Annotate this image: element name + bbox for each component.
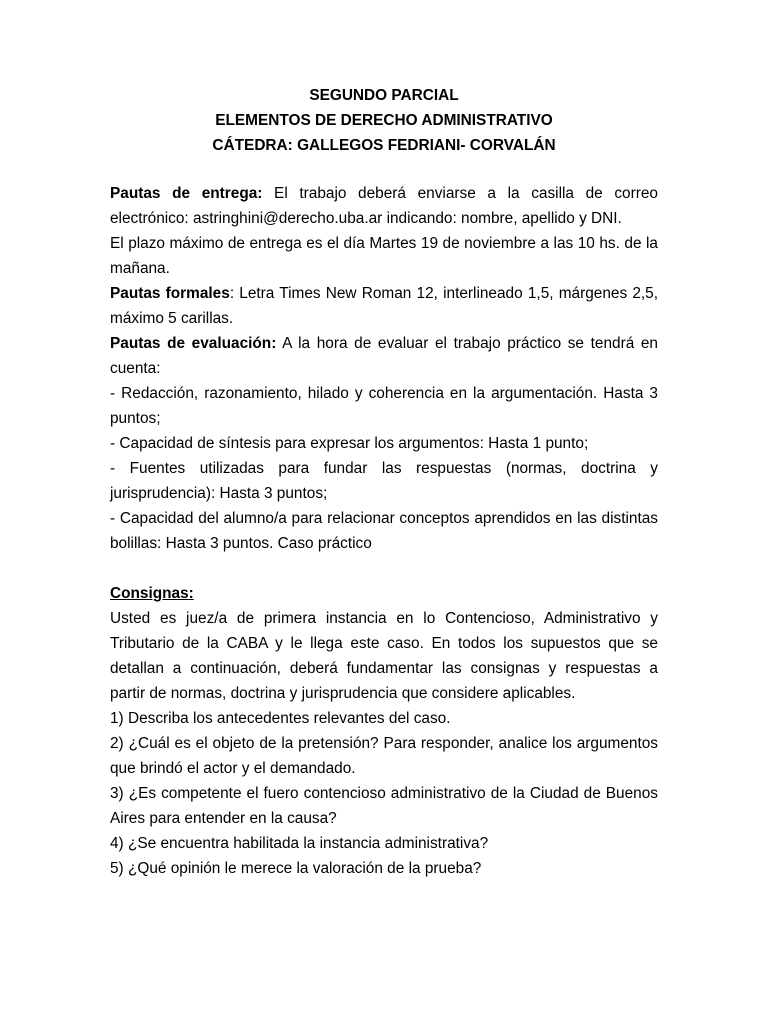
criteria-line: puntos; bbox=[110, 410, 161, 427]
entrega-line-3: El plazo máximo de entrega es el día Martes 19 de noviembre a las 10 hs. de la bbox=[110, 235, 658, 252]
question-2-cont: que brindó el actor y el demandado. bbox=[110, 760, 356, 777]
document-header bbox=[0, 83, 768, 158]
criteria-line: - Fuentes utilizadas para fundar las respuestas (normas, doctrina y bbox=[110, 460, 658, 477]
entrega-line-2: electrónico: astringhini@derecho.uba.ar indicando: nombre, apellido y DNI. bbox=[110, 210, 622, 227]
course-name: ELEMENTOS DE DERECHO ADMINISTRATIVO bbox=[215, 112, 553, 129]
consignas-intro-line: Tributario de la CABA y le llega este caso. En todos los supuestos que se bbox=[110, 635, 658, 652]
question-3-cont: Aires para entender en la causa? bbox=[110, 810, 337, 827]
question-5: 5) ¿Qué opinión le merece la valoración de la prueba? bbox=[110, 860, 482, 877]
question-3: 3) ¿Es competente el fuero contencioso administrativo de la Ciudad de Buenos bbox=[110, 785, 658, 802]
formales-line-1 bbox=[110, 281, 658, 306]
criteria-line: - Capacidad del alumno/a para relacionar conceptos aprendidos en las distintas bbox=[110, 510, 658, 527]
criteria-line: - Redacción, razonamiento, hilado y coherencia en la argumentación. Hasta 3 bbox=[110, 385, 658, 402]
section-spacer bbox=[110, 556, 658, 581]
formales-line-2: máximo 5 carillas. bbox=[110, 310, 234, 327]
evaluacion-label: Pautas de evaluación: bbox=[110, 335, 277, 352]
consignas-intro-line: Usted es juez/a de primera instancia en lo Contencioso, Administrativo y bbox=[110, 610, 658, 627]
question-2: 2) ¿Cuál es el objeto de la pretensión? Para responder, analice los argumentos bbox=[110, 735, 658, 752]
criteria-line: jurisprudencia): Hasta 3 puntos; bbox=[110, 485, 328, 502]
consignas-intro-line: partir de normas, doctrina y jurisprudencia que considere aplicables. bbox=[110, 685, 576, 702]
question-4: 4) ¿Se encuentra habilitada la instancia administrativa? bbox=[110, 835, 489, 852]
exam-title: SEGUNDO PARCIAL bbox=[309, 87, 459, 104]
evaluacion-line-1 bbox=[110, 331, 658, 356]
question-1: 1) Describa los antecedentes relevantes del caso. bbox=[110, 710, 451, 727]
formales-label: Pautas formales bbox=[110, 285, 230, 302]
criteria-line: - Capacidad de síntesis para expresar los argumentos: Hasta 1 punto; bbox=[110, 435, 589, 452]
entrega-label: Pautas de entrega: bbox=[110, 185, 263, 202]
consignas-intro-line: detallan a continuación, deberá fundamentar las consignas y respuestas a bbox=[110, 660, 658, 677]
criteria-line: bolillas: Hasta 3 puntos. Caso práctico bbox=[110, 535, 372, 552]
chair-name: CÁTEDRA: GALLEGOS FEDRIANI- CORVALÁN bbox=[212, 137, 556, 154]
consignas-heading: Consignas: bbox=[110, 585, 194, 602]
evaluacion-line-2: cuenta: bbox=[110, 360, 161, 377]
entrega-text: El trabajo deberá enviarse a la casilla de correo bbox=[262, 185, 658, 202]
evaluacion-text: A la hora de evaluar el trabajo práctico se tendrá en bbox=[276, 335, 658, 352]
document-body bbox=[110, 181, 658, 881]
entrega-line-4: mañana. bbox=[110, 260, 170, 277]
entrega-line-1 bbox=[110, 181, 658, 206]
formales-text: : Letra Times New Roman 12, interlineado 1,5, márgenes 2,5, bbox=[229, 285, 658, 302]
